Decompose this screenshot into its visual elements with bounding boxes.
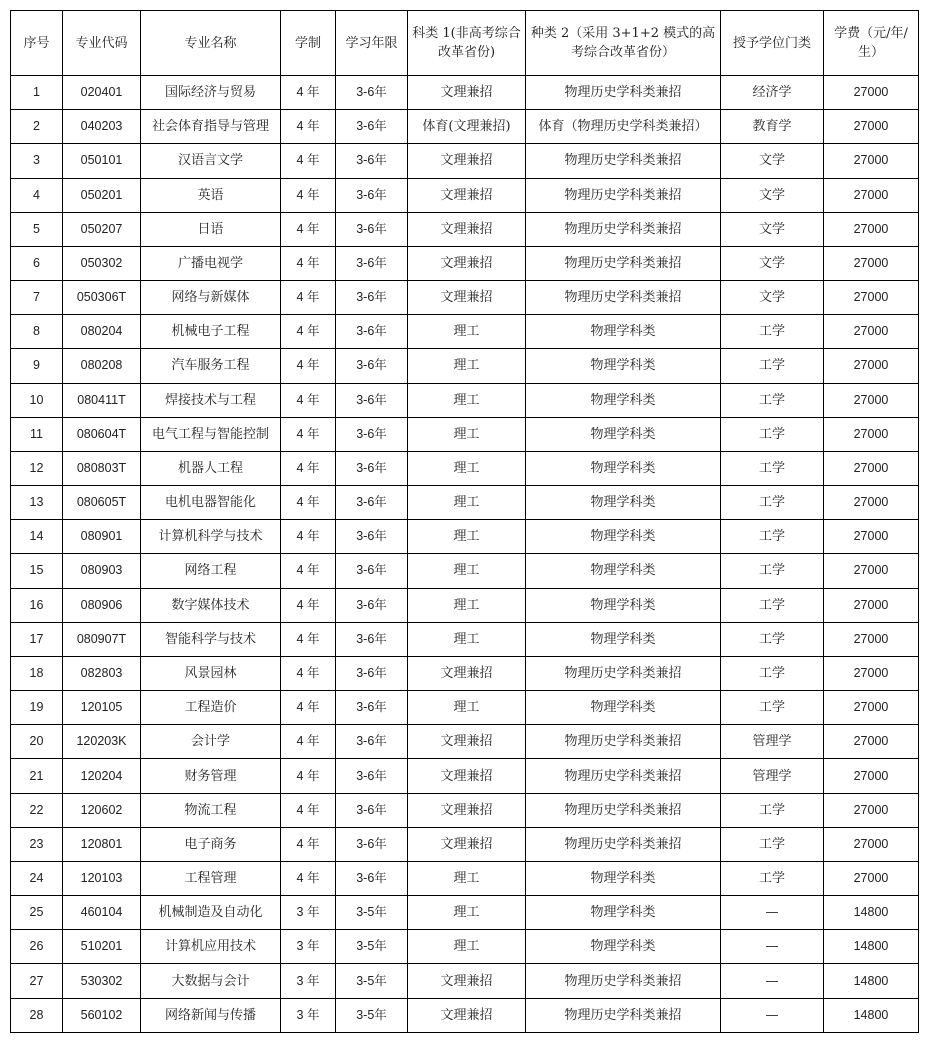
tuition-cell: 27000 <box>824 861 919 895</box>
study-years-cell: 3-6年 <box>336 861 408 895</box>
study-years-cell: 3-6年 <box>336 383 408 417</box>
code-cell: 120203K <box>63 725 141 759</box>
tuition-cell: 27000 <box>824 76 919 110</box>
seq-cell: 6 <box>11 246 63 280</box>
name-cell: 社会体育指导与管理 <box>141 110 281 144</box>
tuition-cell: 27000 <box>824 588 919 622</box>
degree-cell: 工学 <box>721 417 824 451</box>
degree-cell: — <box>721 930 824 964</box>
code-cell: 040203 <box>63 110 141 144</box>
code-cell: 530302 <box>63 964 141 998</box>
study-years-cell: 3-6年 <box>336 178 408 212</box>
study-years-cell: 3-6年 <box>336 656 408 690</box>
code-cell: 080411T <box>63 383 141 417</box>
category1-cell: 文理兼招 <box>408 759 526 793</box>
study-years-cell: 3-6年 <box>336 622 408 656</box>
seq-cell: 12 <box>11 451 63 485</box>
header-cell: 种类 2（采用 3+1+2 模式的高考综合改革省份） <box>526 11 721 76</box>
tuition-cell: 27000 <box>824 383 919 417</box>
code-cell: 050201 <box>63 178 141 212</box>
name-cell: 数字媒体技术 <box>141 588 281 622</box>
category1-cell: 理工 <box>408 417 526 451</box>
category2-cell: 物理学科类 <box>526 451 721 485</box>
category2-cell: 物理学科类 <box>526 930 721 964</box>
table-row <box>11 144 919 178</box>
code-cell: 020401 <box>63 76 141 110</box>
tuition-cell: 27000 <box>824 349 919 383</box>
seq-cell: 2 <box>11 110 63 144</box>
table-row <box>11 656 919 690</box>
table-row <box>11 178 919 212</box>
header-cell: 序号 <box>11 11 63 76</box>
seq-cell: 3 <box>11 144 63 178</box>
duration-cell: 3 年 <box>281 998 336 1032</box>
tuition-cell: 27000 <box>824 246 919 280</box>
table-body <box>11 76 919 1033</box>
name-cell: 网络新闻与传播 <box>141 998 281 1032</box>
category2-cell: 物理历史学科类兼招 <box>526 759 721 793</box>
tuition-cell: 27000 <box>824 315 919 349</box>
name-cell: 英语 <box>141 178 281 212</box>
code-cell: 050306T <box>63 281 141 315</box>
study-years-cell: 3-6年 <box>336 246 408 280</box>
duration-cell: 4 年 <box>281 656 336 690</box>
seq-cell: 13 <box>11 486 63 520</box>
table-row <box>11 451 919 485</box>
seq-cell: 27 <box>11 964 63 998</box>
category2-cell: 物理学科类 <box>526 383 721 417</box>
table-row <box>11 246 919 280</box>
seq-cell: 14 <box>11 520 63 554</box>
tuition-cell: 27000 <box>824 212 919 246</box>
seq-cell: 4 <box>11 178 63 212</box>
table-row <box>11 896 919 930</box>
table-row <box>11 212 919 246</box>
tuition-cell: 27000 <box>824 110 919 144</box>
category1-cell: 文理兼招 <box>408 178 526 212</box>
duration-cell: 4 年 <box>281 178 336 212</box>
study-years-cell: 3-5年 <box>336 964 408 998</box>
header-cell: 专业代码 <box>63 11 141 76</box>
table-row <box>11 315 919 349</box>
degree-cell: 工学 <box>721 656 824 690</box>
code-cell: 080903 <box>63 554 141 588</box>
duration-cell: 4 年 <box>281 588 336 622</box>
category1-cell: 文理兼招 <box>408 827 526 861</box>
table-row <box>11 110 919 144</box>
duration-cell: 4 年 <box>281 554 336 588</box>
duration-cell: 4 年 <box>281 861 336 895</box>
category1-cell: 体育(文理兼招) <box>408 110 526 144</box>
duration-cell: 4 年 <box>281 212 336 246</box>
category1-cell: 理工 <box>408 588 526 622</box>
name-cell: 汉语言文学 <box>141 144 281 178</box>
header-cell: 授予学位门类 <box>721 11 824 76</box>
name-cell: 电机电器智能化 <box>141 486 281 520</box>
table-row <box>11 759 919 793</box>
category2-cell: 物理学科类 <box>526 896 721 930</box>
tuition-cell: 27000 <box>824 725 919 759</box>
code-cell: 080204 <box>63 315 141 349</box>
category1-cell: 理工 <box>408 896 526 930</box>
header-cell: 学习年限 <box>336 11 408 76</box>
code-cell: 120801 <box>63 827 141 861</box>
study-years-cell: 3-6年 <box>336 76 408 110</box>
table-row <box>11 725 919 759</box>
tuition-cell: 27000 <box>824 759 919 793</box>
category2-cell: 物理历史学科类兼招 <box>526 144 721 178</box>
degree-cell: 工学 <box>721 383 824 417</box>
tuition-cell: 27000 <box>824 520 919 554</box>
name-cell: 智能科学与技术 <box>141 622 281 656</box>
degree-cell: 工学 <box>721 861 824 895</box>
category2-cell: 物理学科类 <box>526 417 721 451</box>
category2-cell: 物理历史学科类兼招 <box>526 793 721 827</box>
code-cell: 120602 <box>63 793 141 827</box>
category2-cell: 物理历史学科类兼招 <box>526 998 721 1032</box>
category1-cell: 文理兼招 <box>408 964 526 998</box>
name-cell: 财务管理 <box>141 759 281 793</box>
degree-cell: 工学 <box>721 315 824 349</box>
code-cell: 120105 <box>63 691 141 725</box>
degree-cell: 经济学 <box>721 76 824 110</box>
degree-cell: 文学 <box>721 246 824 280</box>
tuition-cell: 27000 <box>824 656 919 690</box>
table-row <box>11 76 919 110</box>
duration-cell: 4 年 <box>281 486 336 520</box>
study-years-cell: 3-6年 <box>336 281 408 315</box>
seq-cell: 21 <box>11 759 63 793</box>
degree-cell: 工学 <box>721 520 824 554</box>
duration-cell: 4 年 <box>281 451 336 485</box>
name-cell: 日语 <box>141 212 281 246</box>
category1-cell: 文理兼招 <box>408 281 526 315</box>
study-years-cell: 3-6年 <box>336 144 408 178</box>
code-cell: 050302 <box>63 246 141 280</box>
category1-cell: 文理兼招 <box>408 793 526 827</box>
table-row <box>11 691 919 725</box>
study-years-cell: 3-6年 <box>336 793 408 827</box>
category1-cell: 文理兼招 <box>408 998 526 1032</box>
seq-cell: 17 <box>11 622 63 656</box>
category2-cell: 物理学科类 <box>526 554 721 588</box>
study-years-cell: 3-6年 <box>336 554 408 588</box>
category2-cell: 物理历史学科类兼招 <box>526 212 721 246</box>
table-row <box>11 554 919 588</box>
seq-cell: 18 <box>11 656 63 690</box>
category1-cell: 理工 <box>408 930 526 964</box>
seq-cell: 16 <box>11 588 63 622</box>
category2-cell: 物理历史学科类兼招 <box>526 725 721 759</box>
degree-cell: 工学 <box>721 827 824 861</box>
tuition-cell: 27000 <box>824 178 919 212</box>
table-row <box>11 383 919 417</box>
seq-cell: 25 <box>11 896 63 930</box>
study-years-cell: 3-6年 <box>336 827 408 861</box>
duration-cell: 4 年 <box>281 691 336 725</box>
code-cell: 050101 <box>63 144 141 178</box>
duration-cell: 4 年 <box>281 759 336 793</box>
degree-cell: 文学 <box>721 178 824 212</box>
tuition-cell: 27000 <box>824 554 919 588</box>
degree-cell: — <box>721 964 824 998</box>
name-cell: 工程管理 <box>141 861 281 895</box>
duration-cell: 4 年 <box>281 349 336 383</box>
duration-cell: 3 年 <box>281 930 336 964</box>
category2-cell: 物理历史学科类兼招 <box>526 964 721 998</box>
name-cell: 计算机应用技术 <box>141 930 281 964</box>
category1-cell: 理工 <box>408 861 526 895</box>
table-row <box>11 964 919 998</box>
seq-cell: 9 <box>11 349 63 383</box>
tuition-cell: 14800 <box>824 930 919 964</box>
tuition-cell: 27000 <box>824 281 919 315</box>
study-years-cell: 3-6年 <box>336 451 408 485</box>
duration-cell: 4 年 <box>281 622 336 656</box>
code-cell: 460104 <box>63 896 141 930</box>
name-cell: 网络与新媒体 <box>141 281 281 315</box>
study-years-cell: 3-6年 <box>336 759 408 793</box>
study-years-cell: 3-6年 <box>336 691 408 725</box>
header-cell: 专业名称 <box>141 11 281 76</box>
table-row <box>11 861 919 895</box>
category1-cell: 理工 <box>408 349 526 383</box>
tuition-cell: 14800 <box>824 998 919 1032</box>
seq-cell: 22 <box>11 793 63 827</box>
category2-cell: 物理历史学科类兼招 <box>526 178 721 212</box>
tuition-cell: 27000 <box>824 827 919 861</box>
table-row <box>11 486 919 520</box>
category2-cell: 物理历史学科类兼招 <box>526 76 721 110</box>
table-row <box>11 281 919 315</box>
category1-cell: 理工 <box>408 451 526 485</box>
study-years-cell: 3-6年 <box>336 486 408 520</box>
name-cell: 计算机科学与技术 <box>141 520 281 554</box>
name-cell: 工程造价 <box>141 691 281 725</box>
category1-cell: 文理兼招 <box>408 212 526 246</box>
code-cell: 082803 <box>63 656 141 690</box>
header-row <box>11 11 919 76</box>
category2-cell: 体育（物理历史学科类兼招） <box>526 110 721 144</box>
study-years-cell: 3-6年 <box>336 417 408 451</box>
seq-cell: 15 <box>11 554 63 588</box>
tuition-cell: 27000 <box>824 486 919 520</box>
duration-cell: 3 年 <box>281 896 336 930</box>
table-row <box>11 417 919 451</box>
degree-cell: 文学 <box>721 212 824 246</box>
duration-cell: 4 年 <box>281 827 336 861</box>
degree-cell: — <box>721 896 824 930</box>
code-cell: 510201 <box>63 930 141 964</box>
table-row <box>11 998 919 1032</box>
study-years-cell: 3-5年 <box>336 998 408 1032</box>
degree-cell: 工学 <box>721 554 824 588</box>
name-cell: 大数据与会计 <box>141 964 281 998</box>
study-years-cell: 3-6年 <box>336 520 408 554</box>
code-cell: 120103 <box>63 861 141 895</box>
duration-cell: 4 年 <box>281 417 336 451</box>
table-row <box>11 930 919 964</box>
category2-cell: 物理学科类 <box>526 622 721 656</box>
degree-cell: 工学 <box>721 349 824 383</box>
study-years-cell: 3-6年 <box>336 588 408 622</box>
category1-cell: 理工 <box>408 315 526 349</box>
tuition-cell: 27000 <box>824 451 919 485</box>
duration-cell: 4 年 <box>281 281 336 315</box>
seq-cell: 1 <box>11 76 63 110</box>
category1-cell: 理工 <box>408 691 526 725</box>
table-row <box>11 827 919 861</box>
category1-cell: 文理兼招 <box>408 656 526 690</box>
category2-cell: 物理学科类 <box>526 861 721 895</box>
category1-cell: 理工 <box>408 520 526 554</box>
table-row <box>11 588 919 622</box>
duration-cell: 4 年 <box>281 144 336 178</box>
degree-cell: 工学 <box>721 486 824 520</box>
table-row <box>11 520 919 554</box>
code-cell: 080907T <box>63 622 141 656</box>
degree-cell: 工学 <box>721 622 824 656</box>
category2-cell: 物理学科类 <box>526 486 721 520</box>
degree-cell: 工学 <box>721 793 824 827</box>
study-years-cell: 3-6年 <box>336 212 408 246</box>
tuition-cell: 27000 <box>824 417 919 451</box>
name-cell: 风景园林 <box>141 656 281 690</box>
name-cell: 机械电子工程 <box>141 315 281 349</box>
study-years-cell: 3-5年 <box>336 896 408 930</box>
category1-cell: 理工 <box>408 383 526 417</box>
name-cell: 汽车服务工程 <box>141 349 281 383</box>
tuition-cell: 27000 <box>824 691 919 725</box>
header-cell: 科类 1(非高考综合改革省份) <box>408 11 526 76</box>
duration-cell: 3 年 <box>281 964 336 998</box>
code-cell: 080605T <box>63 486 141 520</box>
table-row <box>11 793 919 827</box>
category1-cell: 文理兼招 <box>408 76 526 110</box>
name-cell: 焊接技术与工程 <box>141 383 281 417</box>
seq-cell: 26 <box>11 930 63 964</box>
seq-cell: 8 <box>11 315 63 349</box>
study-years-cell: 3-6年 <box>336 110 408 144</box>
table-row <box>11 349 919 383</box>
category2-cell: 物理学科类 <box>526 520 721 554</box>
duration-cell: 4 年 <box>281 520 336 554</box>
seq-cell: 5 <box>11 212 63 246</box>
degree-cell: 管理学 <box>721 725 824 759</box>
code-cell: 120204 <box>63 759 141 793</box>
seq-cell: 7 <box>11 281 63 315</box>
category2-cell: 物理学科类 <box>526 315 721 349</box>
header-cell: 学制 <box>281 11 336 76</box>
duration-cell: 4 年 <box>281 110 336 144</box>
name-cell: 机器人工程 <box>141 451 281 485</box>
category2-cell: 物理历史学科类兼招 <box>526 281 721 315</box>
degree-cell: 文学 <box>721 144 824 178</box>
code-cell: 080906 <box>63 588 141 622</box>
seq-cell: 11 <box>11 417 63 451</box>
study-years-cell: 3-6年 <box>336 315 408 349</box>
duration-cell: 4 年 <box>281 246 336 280</box>
category2-cell: 物理历史学科类兼招 <box>526 656 721 690</box>
code-cell: 080901 <box>63 520 141 554</box>
name-cell: 广播电视学 <box>141 246 281 280</box>
header-cell: 学费（元/年/生） <box>824 11 919 76</box>
duration-cell: 4 年 <box>281 315 336 349</box>
category1-cell: 文理兼招 <box>408 144 526 178</box>
name-cell: 物流工程 <box>141 793 281 827</box>
tuition-cell: 27000 <box>824 793 919 827</box>
category2-cell: 物理学科类 <box>526 349 721 383</box>
duration-cell: 4 年 <box>281 793 336 827</box>
name-cell: 电子商务 <box>141 827 281 861</box>
degree-cell: 文学 <box>721 281 824 315</box>
name-cell: 国际经济与贸易 <box>141 76 281 110</box>
category1-cell: 理工 <box>408 554 526 588</box>
name-cell: 网络工程 <box>141 554 281 588</box>
seq-cell: 19 <box>11 691 63 725</box>
code-cell: 080208 <box>63 349 141 383</box>
category2-cell: 物理学科类 <box>526 691 721 725</box>
degree-cell: 工学 <box>721 588 824 622</box>
duration-cell: 4 年 <box>281 76 336 110</box>
tuition-cell: 27000 <box>824 144 919 178</box>
degree-cell: 管理学 <box>721 759 824 793</box>
duration-cell: 4 年 <box>281 725 336 759</box>
degree-cell: 教育学 <box>721 110 824 144</box>
category2-cell: 物理历史学科类兼招 <box>526 246 721 280</box>
degree-cell: — <box>721 998 824 1032</box>
study-years-cell: 3-5年 <box>336 930 408 964</box>
name-cell: 机械制造及自动化 <box>141 896 281 930</box>
seq-cell: 10 <box>11 383 63 417</box>
table-row <box>11 622 919 656</box>
degree-cell: 工学 <box>721 691 824 725</box>
category1-cell: 理工 <box>408 622 526 656</box>
category1-cell: 文理兼招 <box>408 246 526 280</box>
category1-cell: 文理兼招 <box>408 725 526 759</box>
code-cell: 080803T <box>63 451 141 485</box>
category2-cell: 物理学科类 <box>526 588 721 622</box>
seq-cell: 24 <box>11 861 63 895</box>
tuition-cell: 14800 <box>824 964 919 998</box>
study-years-cell: 3-6年 <box>336 349 408 383</box>
category1-cell: 理工 <box>408 486 526 520</box>
name-cell: 电气工程与智能控制 <box>141 417 281 451</box>
tuition-cell: 14800 <box>824 896 919 930</box>
duration-cell: 4 年 <box>281 383 336 417</box>
seq-cell: 20 <box>11 725 63 759</box>
degree-cell: 工学 <box>721 451 824 485</box>
name-cell: 会计学 <box>141 725 281 759</box>
majors-table <box>10 10 919 1033</box>
study-years-cell: 3-6年 <box>336 725 408 759</box>
category2-cell: 物理历史学科类兼招 <box>526 827 721 861</box>
seq-cell: 23 <box>11 827 63 861</box>
code-cell: 560102 <box>63 998 141 1032</box>
code-cell: 080604T <box>63 417 141 451</box>
seq-cell: 28 <box>11 998 63 1032</box>
code-cell: 050207 <box>63 212 141 246</box>
tuition-cell: 27000 <box>824 622 919 656</box>
